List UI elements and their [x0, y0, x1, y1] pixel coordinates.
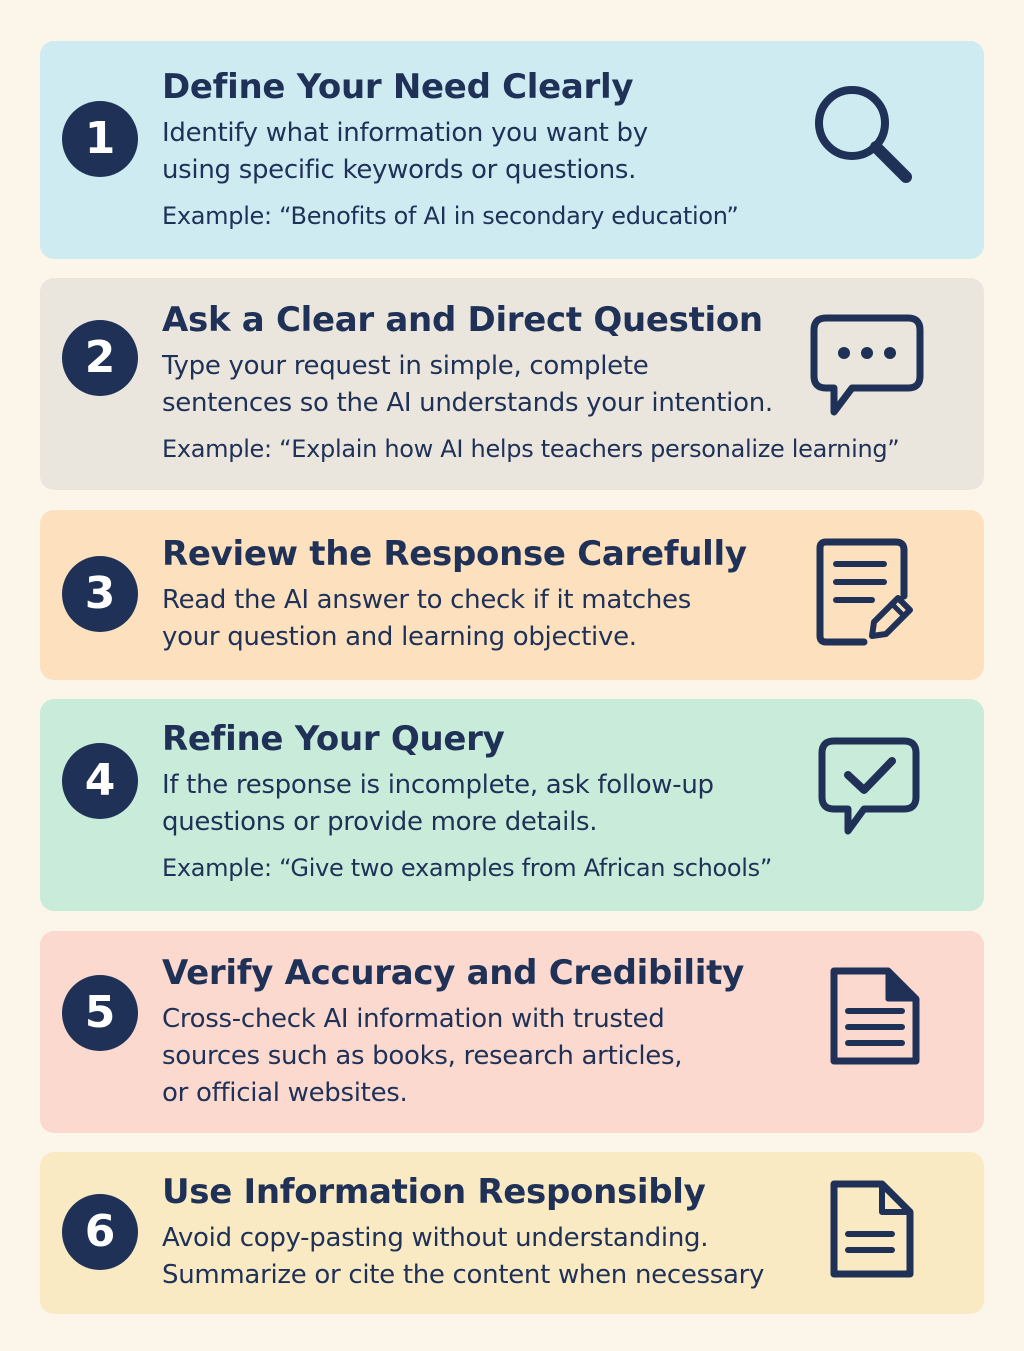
step-card-5 — [40, 931, 984, 1133]
step-card-2 — [40, 278, 984, 490]
chat-bubble-check-icon — [818, 735, 922, 839]
step-number-badge: 3 — [62, 556, 138, 632]
step-title: Define Your Need Clearly — [162, 67, 634, 107]
step-number-badge: 5 — [62, 975, 138, 1051]
step-card-4 — [40, 699, 984, 911]
step-card-1 — [40, 41, 984, 259]
step-example: Example: “Benofits of AI in secondary education” — [162, 202, 739, 230]
step-title: Refine Your Query — [162, 719, 505, 759]
magnifying-glass-icon — [808, 79, 920, 191]
step-description: Identify what information you want by using specific keywords or questions. — [162, 118, 648, 185]
step-card-3 — [40, 510, 984, 680]
step-number-badge: 2 — [62, 320, 138, 396]
step-description: If the response is incomplete, ask follow-up questions or provide more details. — [162, 770, 714, 837]
step-title: Use Information Responsibly — [162, 1172, 706, 1212]
step-description: Read the AI answer to check if it matches your question and learning objective. — [162, 585, 691, 652]
step-number-badge: 1 — [62, 101, 138, 177]
step-example: Example: “Give two examples from African schools” — [162, 854, 773, 882]
document-icon — [826, 1180, 916, 1280]
step-card-6 — [40, 1152, 984, 1314]
step-title: Verify Accuracy and Credibility — [162, 953, 744, 993]
step-number-badge: 6 — [62, 1194, 138, 1270]
step-description: Avoid copy-pasting without understanding. Summarize or cite the content when necessary — [162, 1223, 765, 1290]
document-lines-icon — [826, 967, 922, 1067]
step-description: Cross-check AI information with trusted sources such as books, research articles, or official websites. — [162, 1004, 683, 1108]
step-title: Ask a Clear and Direct Question — [162, 300, 763, 340]
step-number-badge: 4 — [62, 743, 138, 819]
step-description: Type your request in simple, complete sentences so the AI understands your intention. — [162, 351, 773, 418]
document-edit-icon — [814, 538, 914, 648]
step-title: Review the Response Carefully — [162, 534, 747, 574]
chat-bubble-dots-icon — [810, 312, 926, 422]
step-example: Example: “Explain how AI helps teachers personalize learning” — [162, 435, 900, 463]
